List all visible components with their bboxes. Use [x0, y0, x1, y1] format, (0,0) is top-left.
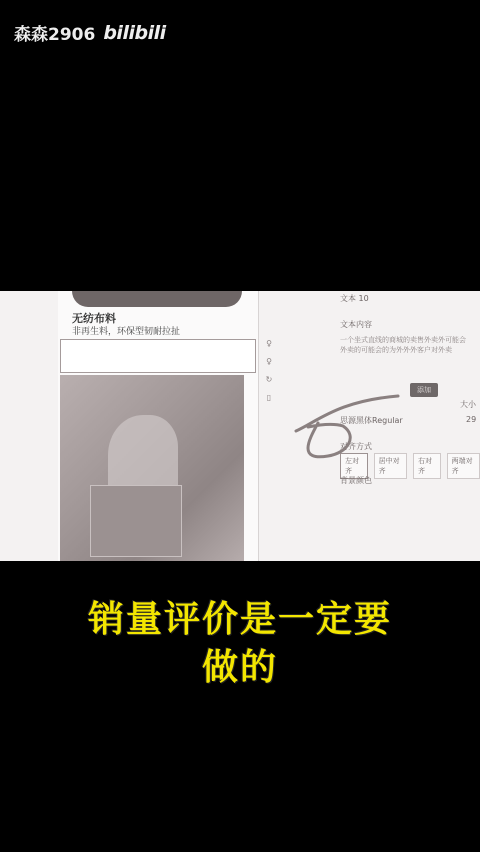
copy-icon[interactable]: ♀	[266, 357, 272, 366]
photo-box	[90, 485, 182, 557]
content-textarea[interactable]: 一个坐式直线的商城的卖售外卖外可能会外卖的可能会的为外外外客户对外卖	[340, 336, 466, 354]
bilibili-logo: bilibili	[103, 21, 166, 44]
align-label: 对齐方式	[340, 442, 372, 451]
side-toolbar	[262, 339, 276, 402]
bg-color-label: 背景颜色	[340, 476, 372, 485]
properties-panel	[300, 291, 480, 561]
product-photo[interactable]	[60, 375, 244, 561]
text-layer-label: 文本 10	[340, 294, 369, 303]
watermark	[14, 20, 166, 45]
add-button[interactable]: 添加	[410, 383, 438, 397]
font-select[interactable]: 思源黑体Regular	[340, 416, 403, 425]
annotation-scribble	[288, 381, 438, 471]
editor-screenshot	[0, 291, 480, 561]
align-left-button[interactable]: 左对齐	[340, 453, 368, 479]
align-justify-button[interactable]: 两端对齐	[447, 453, 480, 479]
preview-subtitle: 非再生料，环保型韧耐拉扯	[72, 327, 181, 337]
phone-preview	[58, 291, 259, 561]
size-label: 大小	[460, 400, 476, 409]
caption	[0, 596, 480, 692]
delete-icon[interactable]: ▯	[266, 393, 272, 402]
caption-line-1: 销量评价是一定要	[87, 599, 392, 640]
product-image-top	[72, 291, 242, 307]
selected-text-box[interactable]	[60, 339, 256, 373]
photo-object	[108, 415, 178, 495]
size-value[interactable]: 29	[466, 415, 477, 424]
watermark-user: 森森2906	[14, 25, 96, 45]
pin-icon[interactable]: ♀	[266, 339, 272, 348]
align-right-button[interactable]: 右对齐	[413, 453, 441, 479]
content-label: 文本内容	[340, 320, 372, 329]
align-center-button[interactable]: 居中对齐	[374, 453, 407, 479]
refresh-icon[interactable]: ↻	[265, 375, 273, 384]
caption-line-2: 做的	[201, 647, 278, 688]
preview-title: 无纺布料	[72, 312, 116, 325]
